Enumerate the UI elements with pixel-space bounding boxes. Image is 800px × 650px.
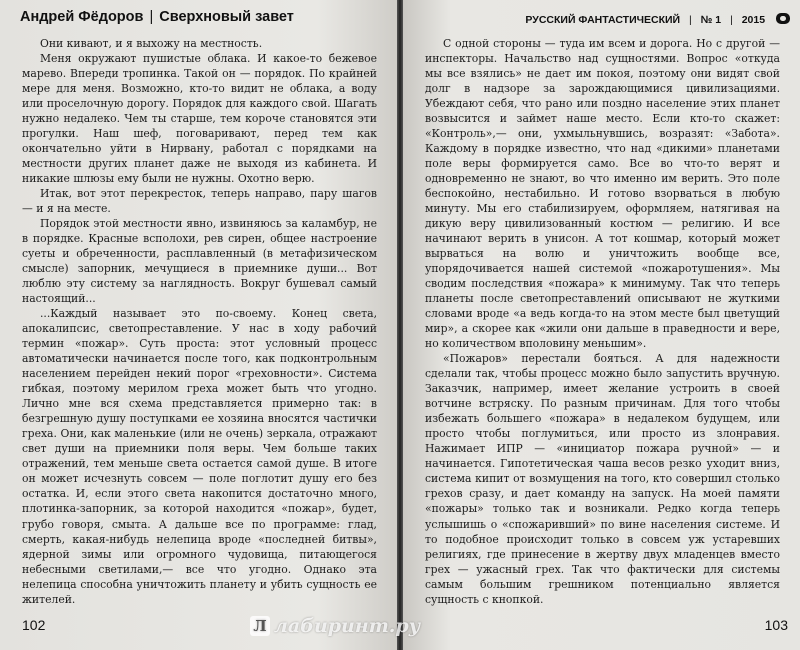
left-page bbox=[0, 0, 397, 650]
paragraph: С одной стороны — туда им всем и дорога. Но с другой — инспекторы. Начальство над сущностями. Вопрос «откуда мы все взялись» не дает им покоя, поэтому они видят свой долг в надзоре за зарождающимися цивилизациями. Убеждают себя, что рано или поздно население этих планет возвысится и займет наше место. Если кто-то скажет: «Контроль»,— они, ухмыльнувшись, возразят: «Забота». Каждому в порядке известно, что над «дикими» планетами поле веры формируется само. Все во что-то верят и одновременно не знают, во что именно им верить. Это поле беспокойно, нестабильно. И готово взорваться в любую минуту. Мы его стабилизируем, оформляем, натягивая на дикую веру цивилизованный костюм — религию. И все начинают верить в унисон. А тот кошмар, который может вырваться на волю и уничтожить вообще все, упорядочивается нашей системой «пожаротушения». Мы сводим последствия «пожара» к минимуму. Так что теперь планеты после светопреставлений описывают не жуткими словами вроде «а ведь когда-то на этом месте был цветущий мир», а скорее как «жили они дальше в праведности и вере, но количеством вполовину меньшим». bbox=[425, 37, 780, 351]
header-separator: | bbox=[689, 14, 692, 26]
paragraph: ...Каждый называет это по-своему. Конец света, апокалипсис, светопреставление. У нас в ходу рабочий термин «пожар». Суть проста: этот условный процесс автоматически начинается после того, как подконтрольным населением перейден некий порог «греховности». Система гибкая, поэтому мерилом греха может быть что угодно. Лично мне вся схема представляется примерно так: в безгрешную душу поступками ее хозяина вносятся частички греха. Они, как маленькие (или не очень) зеркала, отражают свет души на приемники поля веры. Чем больше таких отражений, тем меньше света остается самой душе. В итоге он может исчезнуть совсем — поле поглотит душу его без остатка. И, если этого света накопится достаточно много, плотинка-запорник, за которой находится «пожар», будет, грубо говоря, смыта. А дальше все по программе: глад, смерть, какая-нибудь нелепица вроде «последней битвы», ядерной зимы или огромного чудовища, питающегося небесными светилами,— все что угодно. Однако эта нелепица способна уничтожить планету и убить сущность ее жителей. bbox=[22, 307, 377, 606]
header-separator: | bbox=[149, 9, 154, 25]
header-separator: | bbox=[730, 14, 733, 26]
paragraph: «Пожаров» перестали бояться. А для надежности сделали так, чтобы процесс можно было запустить вручную. Заказчик, например, имеет желание устроить в своей вотчине встряску. По разным причинам. Для того чтобы избежать большего «пожара» в недалеком будущем, или просто чтобы поглумиться, или просто из злонравия. Нажимает ИПР — «инициатор пожара ручной» — и начинается. Гипотетическая чаша весов резко уходит вниз, система кипит от возмущения на того, кто совершил столько грехов сразу, и дает команду на запуск. На моей памяти «пожары» только так и возникали. Редко когда теперь услышишь о «спожаривший» по вине населения системе. И то подобное происходит только в совсем уж устаревших религиях, где принесение в жертву двух младенцев вместо грех — ужасный грех. Так что фактически для системы самым большим грешником потенциально является сущность с кнопкой. bbox=[425, 352, 780, 606]
magazine-logo-icon bbox=[776, 13, 790, 24]
watermark-logo bbox=[250, 615, 420, 637]
page-number-left: 102 bbox=[22, 617, 46, 633]
paragraph: Итак, вот этот перекресток, теперь направо, пару шагов — и я на месте. bbox=[22, 187, 377, 216]
paragraph: Они кивают, и я выхожу на местность. bbox=[40, 37, 263, 50]
header-magazine: РУССКИЙ ФАНТАСТИЧЕСКИЙ bbox=[525, 14, 681, 26]
header-issue: № 1 bbox=[700, 14, 722, 26]
right-page bbox=[403, 0, 800, 650]
page-number-right: 103 bbox=[764, 617, 788, 633]
right-body-text bbox=[425, 36, 780, 607]
paragraph: Порядок этой местности явно, извиняюсь за каламбур, не в порядке. Красные всполохи, рев сирен, общее настроение суеты и обреченности, расплавленный (в метафизическом смысле) запорник, мечущиеся в приемнике души... Вот люблю эту систему за наглядность. Вокруг бушевал самый настоящий... bbox=[22, 217, 377, 306]
header-author: Андрей Фёдоров bbox=[20, 9, 144, 25]
watermark-mark: Л bbox=[250, 616, 270, 636]
paragraph: Меня окружают пушистые облака. И какое-то бежевое марево. Впереди тропинка. Такой он — порядок. По крайней мере для меня. Возможно, кто-то видит не облака, а воду или проселочную дорогу. Порядок для каждого свой. Шагать нужно недалеко. Чем ты старше, тем короче становятся эти прогулки. Наш шеф, поговаривают, перед тем как окончательно уйти в Нирвану, работал с порядками на местности других планет даже не выходя из кабинета. И никакие шлюзы ему были не нужны. Охотно верю. bbox=[22, 52, 377, 186]
left-body-text bbox=[22, 36, 377, 607]
running-head-right bbox=[525, 13, 790, 26]
header-title: Сверхновый завет bbox=[159, 9, 294, 25]
watermark-text: лабиринт.ру bbox=[274, 615, 421, 637]
header-year: 2015 bbox=[741, 14, 766, 26]
running-head-left bbox=[20, 9, 294, 25]
